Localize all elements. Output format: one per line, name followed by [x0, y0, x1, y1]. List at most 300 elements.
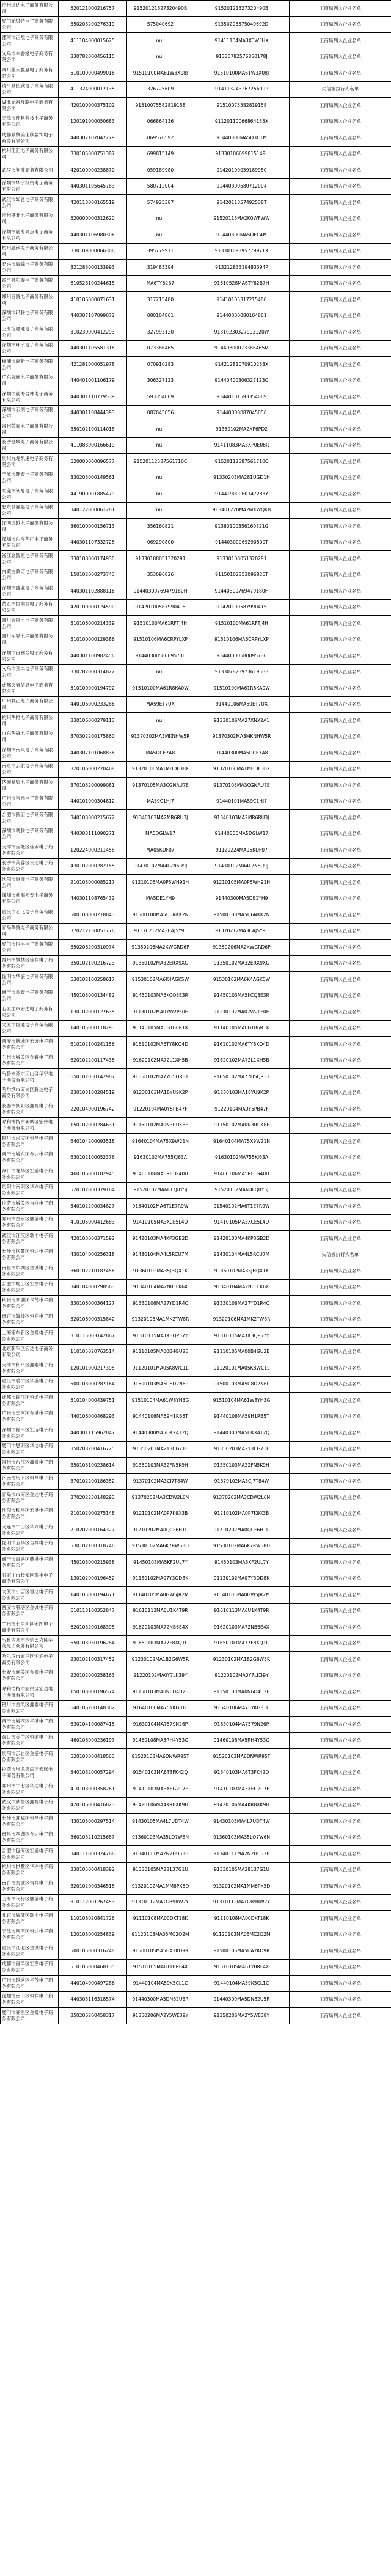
list-status-cell: 工商局列入企业名单: [290, 1053, 391, 1069]
company-name-cell: 深圳市南山区恒润电子商务有限公司: [1, 1991, 59, 2008]
company-name-cell: 成都天府信息电子商务有限公司: [1, 680, 59, 697]
company-name-cell: 深圳市前海合林电子商务有限公司: [1, 389, 59, 406]
table-row: [1, 81, 391, 98]
credit-code-cell: 91440101593354069: [194, 389, 290, 406]
registration-number-cell: 370102200186352: [59, 1473, 127, 1490]
list-status-cell: 工商局列入企业名单: [290, 421, 391, 438]
credit-code-cell: 91150102353096826T: [194, 567, 290, 583]
company-name-cell: 深圳市宏润电子商务有限公司: [1, 405, 59, 421]
company-name-cell: 厦门元贝特电子商务有限公司: [1, 16, 59, 33]
credit-code-cell: 91440300MA5DN82U5R: [194, 1991, 290, 2008]
organization-code-cell: 91510075582819158: [127, 98, 194, 114]
table-row: [1, 49, 391, 65]
organization-code-cell: 91350102MA32ERX9XG: [127, 955, 194, 972]
organization-code-cell: 91210105MA0P5WH91H: [127, 875, 194, 891]
list-status-cell: 工商局列入企业名单: [290, 1797, 391, 1814]
registration-number-cell: 350206200310974: [59, 940, 127, 956]
organization-code-cell: 91350206MA2XWGRD6P: [127, 940, 194, 956]
table-row: [1, 1117, 391, 1134]
company-name-cell: 黄石市恒润发电子商务有限公司: [1, 599, 59, 616]
list-status-cell: 工商局列入企业名单: [290, 745, 391, 762]
list-status-cell: 工商局列入企业名单: [290, 1150, 391, 1166]
organization-code-cell: 319483394: [127, 260, 194, 276]
registration-number-cell: 510100000129386: [59, 632, 127, 648]
registration-number-cell: 410103000358261: [59, 1781, 127, 1798]
table-row: [1, 1814, 391, 1830]
credit-code-cell: 9133078239736195B8: [194, 664, 290, 680]
list-status-cell: 工商局列入企业名单: [290, 275, 391, 292]
company-name-cell: 呼和浩特市回民区宏达电子商务有限公司: [1, 1684, 59, 1701]
registration-number-cell: 411324000017135: [59, 81, 127, 98]
table-row: [1, 1231, 391, 1247]
organization-code-cell: 91510106MA6CRPYLXP: [127, 632, 194, 648]
credit-code-cell: 91500105MA5UA7KD9R: [194, 1943, 290, 1960]
registration-number-cell: 510100000194792: [59, 680, 127, 697]
company-name-cell: 深圳市南兴电子商务有限公司: [1, 745, 59, 762]
list-status-cell: 工商局列入企业名单: [290, 340, 391, 357]
table-row: [1, 1830, 391, 1846]
table-row: [1, 1668, 391, 1684]
company-name-cell: 义乌市本香缘电子商务有限公司: [1, 49, 59, 65]
credit-code-cell: 91520103MA6DNWR95T: [194, 1749, 290, 1765]
organization-code-cell: null: [127, 470, 194, 486]
table-row: [1, 324, 391, 341]
organization-code-cell: 91520103MA6DNWR95T: [127, 1749, 194, 1765]
list-status-cell: 工商局列入企业名单: [290, 826, 391, 842]
credit-code-cell: 91340111MA2N2HU53B: [194, 1846, 290, 1863]
company-name-cell: 银川市兴庆区恒昌电子商务有限公司: [1, 1134, 59, 1150]
list-status-cell: 工商局列入企业名单: [290, 1959, 391, 1976]
credit-code-cell: 91150103MA0N6D4U2E: [194, 1684, 290, 1701]
organization-code-cell: 91130102MA07Y3QD8K: [127, 1571, 194, 1587]
credit-code-cell: 91650102MA77D5QR3T: [194, 1069, 290, 1085]
company-name-cell: 沈阳市和平区宏盛电子商务有限公司: [1, 1506, 59, 1522]
table-row: [1, 98, 391, 114]
organization-code-cell: 91650103MA77F8XQ1C: [127, 1635, 194, 1652]
registration-number-cell: 130102000127635: [59, 1004, 127, 1021]
list-status-cell: 工商局列入企业名单: [290, 178, 391, 195]
table-row: [1, 713, 391, 729]
registration-number-cell: 310230000412293: [59, 324, 127, 341]
table-row: [1, 1862, 391, 1878]
table-row: [1, 357, 391, 373]
registration-number-cell: 510104000439751: [59, 1393, 127, 1409]
organization-code-cell: 575040692: [127, 16, 194, 33]
table-row: [1, 696, 391, 713]
list-status-cell: 工商局列入企业名单: [290, 713, 391, 729]
registration-number-cell: 430104000256318: [59, 1247, 127, 1263]
table-row: [1, 632, 391, 648]
credit-code-cell: 91440104MA59K5CL1C: [194, 1976, 290, 1992]
table-row: [1, 972, 391, 988]
company-name-cell: 天津市和平区鑫泰电子商务有限公司: [1, 1360, 59, 1377]
registration-number-cell: 120224000211458: [59, 842, 127, 859]
registration-number-cell: 440301100982456: [59, 648, 127, 665]
registration-number-cell: 420103000371592: [59, 1231, 127, 1247]
table-row: [1, 1717, 391, 1733]
company-name-cell: 深圳市鸿腾电子商务有限公司: [1, 826, 59, 842]
list-status-cell: 工商局列入企业名单: [290, 65, 391, 82]
credit-code-cell: 91120101MA05K8WC1L: [194, 1360, 290, 1377]
table-row: [1, 1069, 391, 1085]
registration-number-cell: 411083000166619: [59, 437, 127, 454]
credit-code-cell: 91360103MA35LQ7W6N: [194, 1830, 290, 1846]
list-status-cell: 工商局列入企业名单: [290, 1037, 391, 1053]
credit-code-cell: 91360100356160821G: [194, 519, 290, 535]
list-status-cell: 工商局列入企业名单: [290, 324, 391, 341]
registration-number-cell: 320106000270468: [59, 761, 127, 778]
company-name-cell: 广东冠南电子商务有限公司: [1, 373, 59, 389]
company-name-cell: 南宁市金泰电子商务有限公司: [1, 988, 59, 1004]
registration-number-cell: 520103000418563: [59, 1749, 127, 1765]
registration-number-cell: 500108000218843: [59, 907, 127, 924]
registration-number-cell: 140105000194671: [59, 1587, 127, 1604]
credit-code-cell: 91330108051320291: [194, 551, 290, 567]
company-name-cell: 长春市朝阳区鑫源电子商务有限公司: [1, 1101, 59, 1118]
table-row: [1, 502, 391, 519]
table-row: [1, 162, 391, 179]
organization-code-cell: 91420100587990415: [127, 599, 194, 616]
organization-code-cell: 91450103MA5KCQ8E3R: [127, 988, 194, 1004]
registration-number-cell: 321283000133993: [59, 260, 127, 276]
table-row: [1, 1943, 391, 1960]
registration-number-cell: 120103000254839: [59, 1927, 127, 1943]
registration-number-cell: 640104200093518: [59, 1134, 127, 1150]
list-status-cell: 工商局列入企业名单: [290, 891, 391, 907]
credit-code-cell: 91411324326725609P: [194, 81, 290, 98]
table-row: [1, 114, 391, 130]
organization-code-cell: MA59C1HJ7: [127, 794, 194, 810]
credit-code-cell: 91370105MA3CGNAU7E: [194, 778, 290, 794]
table-row: [1, 454, 391, 470]
table-row: [1, 65, 391, 82]
credit-code-cell: 91620103MA72NB6E4X: [194, 1619, 290, 1636]
table-row: [1, 146, 391, 162]
list-status-cell: 工商局列入企业名单: [290, 1020, 391, 1037]
table-row: [1, 1927, 391, 1943]
list-status-cell: 工商局列入企业名单: [290, 1943, 391, 1960]
registration-number-cell: 150102000273743: [59, 567, 127, 583]
company-name-cell: 成都市青羊区宏图电子商务有限公司: [1, 1959, 59, 1976]
list-status-cell: 工商局列入企业名单: [290, 1360, 391, 1377]
registration-number-cell: 340103000215672: [59, 810, 127, 826]
list-status-cell: 工商局列入企业名单: [290, 1571, 391, 1587]
company-name-cell: 乌鲁木齐市沙依巴克区华茂电子商务有限公司: [1, 1635, 59, 1652]
registration-number-cell: 340122000061281: [59, 502, 127, 519]
organization-code-cell: 91210102MA0P7K9X3B: [127, 1506, 194, 1522]
credit-code-cell: 91370102MA3CJ7T84W: [194, 1473, 290, 1490]
table-row: [1, 616, 391, 632]
company-name-cell: 贵州九龙凯速电子商务有限公司: [1, 454, 59, 470]
organization-code-cell: 91520102MA6DLQ0Y5J: [127, 1182, 194, 1199]
organization-code-cell: 91640106MA75YKG81L: [127, 1700, 194, 1717]
registration-number-cell: 540102200034827: [59, 1199, 127, 1215]
list-status-cell: 工商局列入企业名单: [290, 1846, 391, 1863]
company-name-cell: 江西卓越电子商务有限公司: [1, 519, 59, 535]
table-row: [1, 648, 391, 665]
list-status-cell: 工商局列入企业名单: [290, 1214, 391, 1231]
table-row: [1, 1894, 391, 1911]
organization-code-cell: 91360103MA35LQ7W6N: [127, 1830, 194, 1846]
company-name-cell: 重庆市渝中区华盛电子商务有限公司: [1, 1376, 59, 1393]
list-status-cell: 工商局列入企业名单: [290, 1830, 391, 1846]
company-name-cell: 天津市翔易科技电子商务有限公司: [1, 114, 59, 130]
table-row: [1, 340, 391, 357]
credit-code-cell: 91410103MA3XEG2C7F: [194, 1781, 290, 1798]
list-status-cell: 工商局列入企业名单: [290, 664, 391, 680]
table-row: [1, 567, 391, 583]
registration-number-cell: 420100000124590: [59, 599, 127, 616]
company-name-cell: 南京市鼓楼区恒润电子商务有限公司: [1, 1312, 59, 1328]
list-status-cell: 工商局列入企业名单: [290, 114, 391, 130]
credit-code-cell: 91440300080104861: [194, 308, 290, 324]
table-row: [1, 195, 391, 211]
list-status-cell: 工商局列入企业名单: [290, 49, 391, 65]
company-name-cell: 杭州市拱墅区华兴电子商务有限公司: [1, 1862, 59, 1878]
registration-number-cell: 210102000275148: [59, 1506, 127, 1522]
table-row: [1, 923, 391, 940]
organization-code-cell: 91510104MA61W8YH3G: [127, 1393, 194, 1409]
list-status-cell: 工商局列入企业名单: [290, 1263, 391, 1280]
organization-code-cell: null: [127, 49, 194, 65]
table-row: [1, 810, 391, 826]
table-row: [1, 826, 391, 842]
company-name-cell: 海口市龙华区宏盛电子商务有限公司: [1, 1166, 59, 1183]
credit-code-cell: 91440300MA5DGLW17: [194, 826, 290, 842]
credit-code-cell: 91130102MA07W2PF0H: [194, 1004, 290, 1021]
organization-code-cell: 91430105MA4L7UDT4W: [127, 1814, 194, 1830]
company-name-cell: 福州市台江区鑫源电子商务有限公司: [1, 1458, 59, 1474]
table-row: [1, 2008, 391, 2024]
registration-number-cell: 330203000149561: [59, 470, 127, 486]
list-status-cell: 工商局列入企业名单: [290, 680, 391, 697]
organization-code-cell: 593354069: [127, 389, 194, 406]
credit-code-cell: 91441900060347283Y: [194, 486, 290, 503]
table-row: [1, 535, 391, 551]
organization-code-cell: 356160821: [127, 519, 194, 535]
organization-code-cell: 066864136: [127, 114, 194, 130]
list-status-cell: 工商局列入企业名单: [290, 1328, 391, 1345]
organization-code-cell: 353096826: [127, 567, 194, 583]
registration-number-cell: 540103200057294: [59, 1765, 127, 1781]
list-status-cell: 工商局列入企业名单: [290, 875, 391, 891]
organization-code-cell: 087045056: [127, 405, 194, 421]
organization-code-cell: 91610102MA6TY8KQ4D: [127, 1037, 194, 1053]
list-status-cell: 工商局列入企业名单: [290, 955, 391, 972]
company-name-cell: 北京朝阳区宏达电子商务有限公司: [1, 1344, 59, 1360]
credit-code-cell: 91320106MA1MK2TW8R: [194, 1312, 290, 1328]
credit-code-cell: 91440106MA59H1RB5T: [194, 1409, 290, 1425]
credit-code-cell: 91510106MA6CRPYLXP: [194, 632, 290, 648]
company-name-cell: 杭州市西湖区华茂电子商务有限公司: [1, 1296, 59, 1312]
list-status-cell: 工商局列入企业名单: [290, 1101, 391, 1118]
list-status-cell: 工商局列入企业名单: [290, 260, 391, 276]
credit-code-cell: 91460106MA5RFTG40U: [194, 1166, 290, 1183]
organization-code-cell: MA59ET7UX: [127, 696, 194, 713]
credit-code-cell: 91500108MA5U6NKK2N: [194, 907, 290, 924]
list-status-cell: 工商局列入企业名单: [290, 940, 391, 956]
company-name-cell: 哈尔滨市道里区恒润电子商务有限公司: [1, 1652, 59, 1668]
organization-code-cell: 91360102MA35JHQX1K: [127, 1263, 194, 1280]
company-name-cell: 郑州日腾电子商务有限公司: [1, 292, 59, 308]
organization-code-cell: null: [127, 211, 194, 227]
registration-number-cell: 370212230051776: [59, 923, 127, 940]
company-name-cell: 昆明市华盛电子商务有限公司: [1, 972, 59, 988]
organization-code-cell: 91610113MA6U1K4T9R: [127, 1603, 194, 1619]
list-status-cell: 工商局列入企业名单: [290, 405, 391, 421]
company-name-cell: 湖北光谷互联电子商务有限公司: [1, 98, 59, 114]
company-name-cell: 西宁市城东区金达电子商务有限公司: [1, 1150, 59, 1166]
organization-code-cell: 91510100MA61RFTJ4H: [127, 616, 194, 632]
table-row: [1, 1134, 391, 1150]
registration-number-cell: 350206200458317: [59, 2008, 127, 2024]
company-name-cell: 兰州市七里河区宏图电子商务有限公司: [1, 1619, 59, 1636]
table-row: [1, 1053, 391, 1069]
company-name-cell: 哈尔滨市南岗区腾达电子商务有限公司: [1, 1085, 59, 1101]
company-name-cell: 贵阳市南明区华兴电子商务有限公司: [1, 1182, 59, 1199]
list-status-cell: 工商局列入企业名单: [290, 1425, 391, 1442]
registration-number-cell: 440106000468293: [59, 1409, 127, 1425]
organization-code-cell: 580712004: [127, 178, 194, 195]
credit-code-cell: 91350206MA2XWGRD6P: [194, 940, 290, 956]
organization-code-cell: 326725609: [127, 81, 194, 98]
table-row: [1, 1732, 391, 1749]
registration-number-cell: 520121000216757: [59, 1, 127, 17]
list-status-cell: 工商局列入企业名单: [290, 988, 391, 1004]
company-name-cell: 拉萨市堆龙德庆区宏远电子商务有限公司: [1, 1765, 59, 1781]
company-name-cell: 重庆市宏飞电子商务有限公司: [1, 907, 59, 924]
organization-code-cell: 327993120: [127, 324, 194, 341]
credit-code-cell: 91320102MA1MM6PX5D: [194, 1878, 290, 1895]
registration-number-cell: 440101000304812: [59, 794, 127, 810]
list-status-cell: 工商局列入企业名单: [290, 1166, 391, 1183]
organization-code-cell: 91370202MA3CDW2L6N: [127, 1490, 194, 1506]
organization-code-cell: null: [127, 502, 194, 519]
list-status-cell: 工商局列入企业名单: [290, 1927, 391, 1943]
registration-number-cell: 630104100087415: [59, 1717, 127, 1733]
table-row: [1, 1425, 391, 1442]
registration-number-cell: 430105000297514: [59, 1814, 127, 1830]
credit-code-cell: 91411104MA3XCWFHX: [194, 33, 290, 49]
table-row: [1, 1652, 391, 1668]
credit-code-cell: 91210102MA0P7K9X3B: [194, 1506, 290, 1522]
registration-number-cell: 630102100052376: [59, 1150, 127, 1166]
list-status-cell: 工商局列入企业名单: [290, 923, 391, 940]
list-status-cell: 工商局列入企业名单: [290, 1765, 391, 1781]
table-row: [1, 1700, 391, 1717]
registration-number-cell: 310115003142867: [59, 1328, 127, 1345]
table-row: [1, 761, 391, 778]
company-name-cell: 武汉市武昌区鑫源电子商务有限公司: [1, 1797, 59, 1814]
table-row: [1, 405, 391, 421]
list-status-cell: 失信被执行人名单: [290, 81, 391, 98]
list-status-cell: 工商局列入企业名单: [290, 1603, 391, 1619]
credit-code-cell: 91520102MA6DLQ0Y5J: [194, 1182, 290, 1199]
credit-code-cell: 91510100MA61R8KA0W: [194, 680, 290, 697]
company-name-cell: 四川蓝天赢嘉电子商务有限公司: [1, 65, 59, 82]
list-status-cell: 工商局列入企业名单: [290, 243, 391, 260]
registration-number-cell: 530102100318746: [59, 1538, 127, 1555]
table-row: [1, 486, 391, 503]
credit-code-cell: 91440106MA59ET7UX: [194, 696, 290, 713]
company-name-cell: 漯河市正熙电子商务有限公司: [1, 33, 59, 49]
registration-number-cell: 330105000418392: [59, 1862, 127, 1878]
table-row: [1, 1878, 391, 1895]
organization-code-cell: 91220104MA0Y5PB47F: [127, 1101, 194, 1118]
registration-number-cell: 120101000217395: [59, 1360, 127, 1377]
organization-code-cell: 91340103MA2MR6RU3J: [127, 810, 194, 826]
list-status-cell: 工商局列入企业名单: [290, 778, 391, 794]
registration-number-cell: 640106200148362: [59, 1700, 127, 1717]
company-name-cell: 贵州盛北电子商务有限公司: [1, 211, 59, 227]
registration-number-cell: 510106000214339: [59, 616, 127, 632]
company-name-cell: 昆明市五华区吉祥电子商务有限公司: [1, 1538, 59, 1555]
registration-number-cell: 510100000499016: [59, 65, 127, 82]
registration-number-cell: 110105020763514: [59, 1344, 127, 1360]
list-status-cell: 工商局列入企业名单: [290, 1619, 391, 1636]
credit-code-cell: 91510105MA61YBRF4X: [194, 1959, 290, 1976]
company-name-cell: 合肥市新宏电子商务有限公司: [1, 810, 59, 826]
table-row: [1, 551, 391, 567]
table-row: [1, 842, 391, 859]
organization-code-cell: 91440300580095736: [127, 648, 194, 665]
list-status-cell: 工商局列入企业名单: [290, 98, 391, 114]
table-row: [1, 1765, 391, 1781]
list-status-cell: 工商局列入企业名单: [290, 729, 391, 745]
credit-code-cell: 91440300MA5DCE7A8: [194, 745, 290, 762]
list-status-cell: 工商局列入企业名单: [290, 16, 391, 33]
organization-code-cell: 91620102MA72L1XH5B: [127, 1053, 194, 1069]
list-status-cell: 工商局列入企业名单: [290, 616, 391, 632]
list-status-cell: 工商局列入企业名单: [290, 1231, 391, 1247]
credit-code-cell: 91440400306327123Q: [194, 373, 290, 389]
table-row: [1, 1555, 391, 1571]
list-status-cell: 工商局列入企业名单: [290, 389, 391, 406]
registration-number-cell: 650103050196284: [59, 1635, 127, 1652]
list-status-cell: 工商局列入企业名单: [290, 1538, 391, 1555]
organization-code-cell: 91540102MA6T1E7R9W: [127, 1199, 194, 1215]
credit-code-cell: 91440101MA59C1HJ7: [194, 794, 290, 810]
credit-code-cell: 91640106MA75YKG81L: [194, 1700, 290, 1717]
list-status-cell: 工商局列入企业名单: [290, 794, 391, 810]
registration-number-cell: 440104000497286: [59, 1976, 127, 1992]
organization-code-cell: 91310112MA1GB9RW7Y: [127, 1894, 194, 1911]
list-status-cell: 工商局列入企业名单: [290, 567, 391, 583]
credit-code-cell: 91350102MA2XP6PD2: [194, 421, 290, 438]
table-row: [1, 1279, 391, 1296]
company-name-cell: 厦门市湖里区金源电子商务有限公司: [1, 2008, 59, 2024]
company-name-cell: 福州荣泰电子商务有限公司: [1, 421, 59, 438]
company-name-cell: 济南星辰电子商务有限公司: [1, 778, 59, 794]
credit-code-cell: 913401220MA2MXWQKB: [194, 502, 290, 519]
company-name-cell: 泰兴市海锦电子商务有限公司: [1, 260, 59, 276]
table-row: [1, 1911, 391, 1927]
registration-number-cell: 220104000196742: [59, 1101, 127, 1118]
company-name-cell: 长沙市芙蓉区长达电子商务有限公司: [1, 858, 59, 875]
list-status-cell: 工商局列入企业名单: [290, 33, 391, 49]
organization-code-cell: null: [127, 713, 194, 729]
table-row: [1, 599, 391, 616]
table-row: [1, 1263, 391, 1280]
table-row: [1, 1004, 391, 1021]
table-row: [1, 1619, 391, 1636]
list-status-cell: 工商局列入企业名单: [290, 1717, 391, 1733]
credit-code-cell: 91330106MA27XNX2A1: [194, 713, 290, 729]
company-name-cell: 深圳市环宇电子商务有限公司: [1, 340, 59, 357]
list-status-cell: 工商局列入企业名单: [290, 1862, 391, 1878]
organization-code-cell: 91440106MA59H1RB5T: [127, 1409, 194, 1425]
credit-code-cell: 91440300MA5DKX4T2Q: [194, 1425, 290, 1442]
